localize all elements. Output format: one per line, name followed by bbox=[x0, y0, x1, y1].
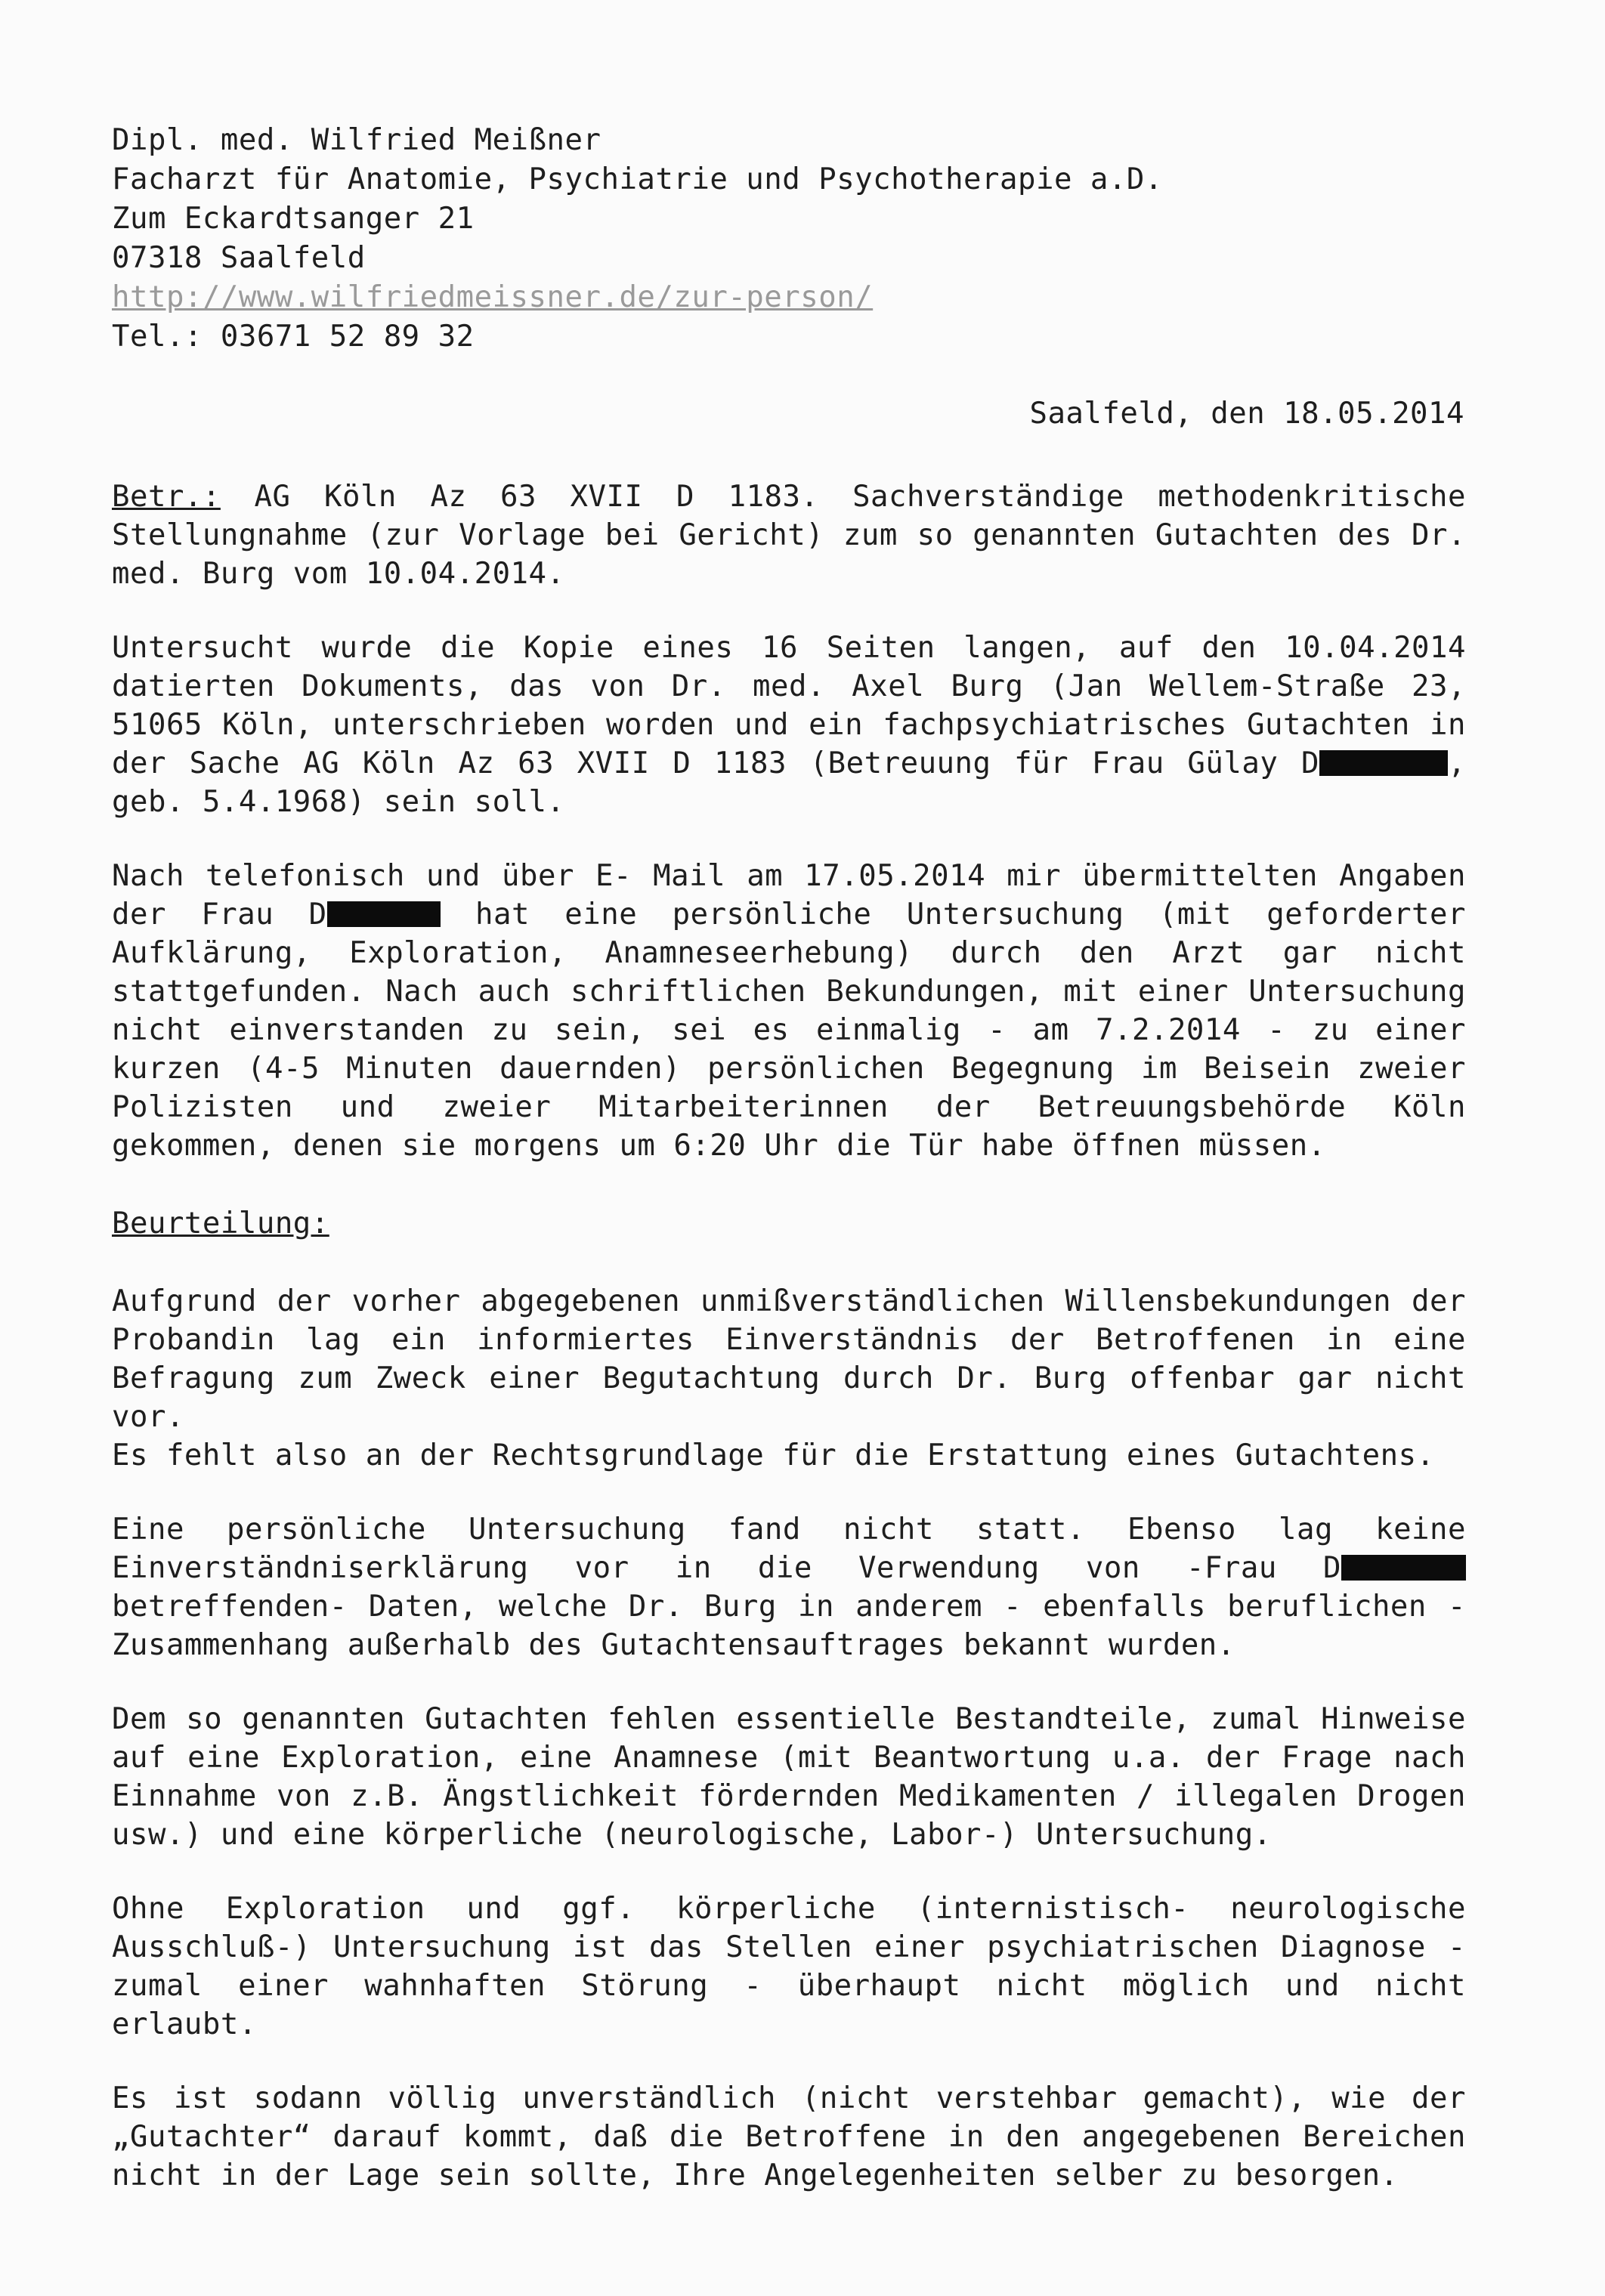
sender-website-link[interactable]: http://www.wilfriedmeissner.de/zur-person/ bbox=[112, 280, 874, 314]
paragraph-conclusion: Es ist sodann völlig unverständlich (nicht verstehbar gemacht), wie der „Gutachter“ darauf kommt, daß die Betroffene in den angegebenen Bereichen nicht in der Lage sein sollte, Ihre Angelegenheiten selber zu besorgen. bbox=[112, 2081, 1466, 2192]
sender-name: Dipl. med. Wilfried Meißner bbox=[112, 123, 601, 157]
subject-label: Betr.: bbox=[112, 480, 221, 514]
paragraph-examination-text-a: Untersucht wurde die Kopie eines 16 Seiten langen, auf den 10.04.2014 datierten Dokuments, das von Dr. med. Axel Burg (Jan Wellem-Straße 23, 51065 Köln, unterschrieben worden und ein fachpsychiatrisches Gutachten in der Sache AG Köln Az 63 XVII D 1183 (Betreuung für Frau Gülay D bbox=[112, 631, 1466, 780]
sender-phone: Tel.: 03671 52 89 32 bbox=[112, 320, 475, 354]
paragraph-statements-text-a: Nach telefonisch und über E- Mail am 17.05.2014 mir übermittelten Angaben der Frau D bbox=[112, 859, 1466, 932]
paragraph-no-examination bbox=[112, 1510, 1466, 1664]
paragraph-no-examination-text-b: betreffenden- Daten, welche Dr. Burg in anderem - ebenfalls beruflichen - Zusammenhang außerhalb des Gutachtensauftrages bekannt wurden. bbox=[112, 1590, 1466, 1662]
sender-city: 07318 Saalfeld bbox=[112, 241, 366, 275]
redaction-bar bbox=[1341, 1555, 1466, 1581]
sender-address-block bbox=[112, 121, 1466, 357]
paragraph-statements bbox=[112, 857, 1466, 1165]
paragraph-missing-components: Dem so genannten Gutachten fehlen essentielle Bestandteile, zumal Hinweise auf eine Exploration, eine Anamnese (mit Beantwortung u.a. der Frage nach Einnahme von z.B. Ängstlichkeit fördernden Medikamenten / illegalen Drogen usw.) und eine körperliche (neurologische, Labor-) Untersuchung. bbox=[112, 1702, 1466, 1852]
paragraph-examination bbox=[112, 629, 1466, 821]
subject-text: AG Köln Az 63 XVII D 1183. Sachverständige methodenkritische Stellungnahme (zur Vorlage bei Gericht) zum so genannten Gutachten des Dr. med. Burg vom 10.04.2014. bbox=[112, 480, 1466, 591]
redaction-bar bbox=[1319, 750, 1448, 776]
paragraph-statements-text-b: hat eine persönliche Untersuchung (mit geforderter Aufklärung, Exploration, Anamneseerhebung) durch den Arzt gar nicht stattgefunden. Nach auch schriftlichen Bekundungen, mit einer Untersuchung nicht einverstanden zu sein, sei es einmalig - am 7.2.2014 - zu einer kurzen (4-5 Minuten dauernden) persönlichen Begegnung im Beisein zweier Polizisten und zweier Mitarbeiterinnen der Betreuungsbehörde Köln gekommen, denen sie morgens um 6:20 Uhr die Tür habe öffnen müssen. bbox=[112, 898, 1466, 1163]
redaction-bar bbox=[327, 901, 441, 927]
subject-paragraph bbox=[112, 477, 1466, 593]
letter-body bbox=[112, 121, 1466, 2195]
paragraph-consent: Aufgrund der vorher abgegebenen unmißverständlichen Willensbekundungen der Probandin lag ein informiertes Einverständnis der Betroffenen in eine Befragung zum Zweck einer Begutachtung durch Dr. Burg offenbar gar nicht vor. bbox=[112, 1284, 1466, 1434]
date-line: Saalfeld, den 18.05.2014 bbox=[1029, 397, 1464, 431]
assessment-heading: Beurteilung: bbox=[112, 1207, 329, 1241]
paragraph-legal-basis: Es fehlt also an der Rechtsgrundlage für die Erstattung eines Gutachtens. bbox=[112, 1438, 1435, 1472]
sender-street: Zum Eckardtsanger 21 bbox=[112, 202, 475, 236]
sender-title: Facharzt für Anatomie, Psychiatrie und Psychotherapie a.D. bbox=[112, 162, 1163, 196]
paragraph-examination-text-b: , geb. 5.4.1968) sein soll. bbox=[112, 746, 1466, 819]
paragraph-no-examination-text-a: Eine persönliche Untersuchung fand nicht statt. Ebenso lag keine Einverständniserklärung vor in die Verwendung von -Frau D bbox=[112, 1513, 1466, 1585]
paragraph-diagnosis: Ohne Exploration und ggf. körperliche (internistisch- neurologische Ausschluß-) Untersuchung ist das Stellen einer psychiatrischen Diagnose - zumal einer wahnhaften Störung - überhaupt nicht möglich und nicht erlaubt. bbox=[112, 1892, 1466, 2041]
